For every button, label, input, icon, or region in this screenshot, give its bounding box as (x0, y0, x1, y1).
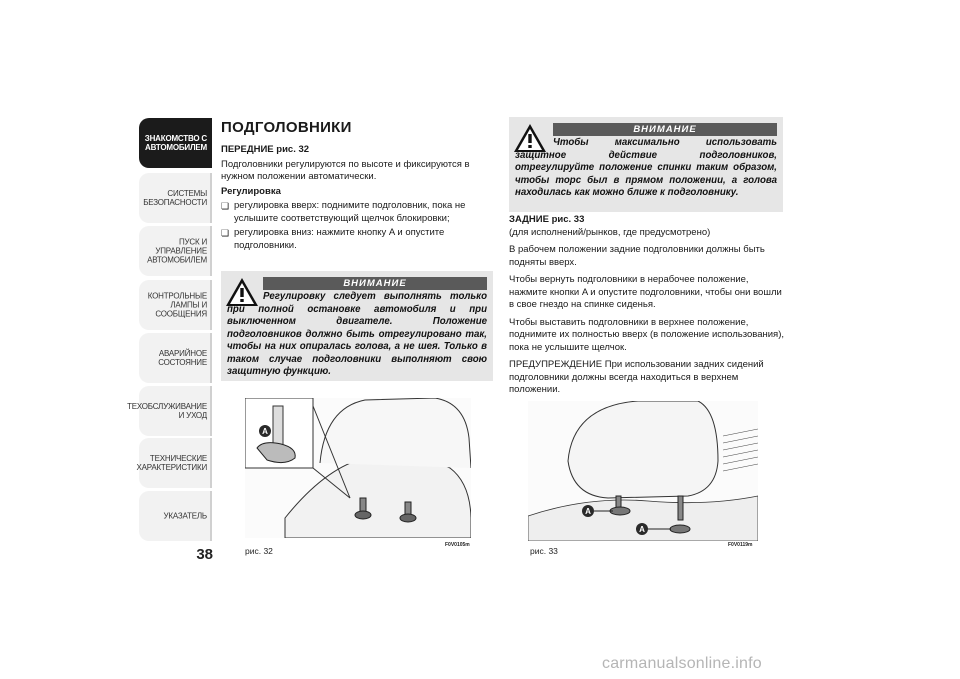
rear-heading: ЗАДНИЕ рис. 33 (509, 214, 585, 225)
warning2-title: ВНИМАНИЕ (553, 123, 777, 136)
rear-headrest-illustration (528, 401, 758, 541)
watermark: carmanualsonline.info (602, 655, 762, 672)
front-headrest-illustration (245, 398, 471, 538)
tab-warning-lights[interactable]: КОНТРОЛЬНЫЕ ЛАМПЫ И СООБЩЕНИЯ (139, 280, 212, 330)
front-heading: ПЕРЕДНИЕ рис. 32 (221, 144, 310, 155)
rear-section (509, 214, 784, 399)
figure-front-headrest (245, 398, 471, 538)
page-number: 38 (196, 546, 213, 563)
tab-emergency[interactable]: АВАРИЙНОЕ СОСТОЯНИЕ (139, 333, 212, 383)
tab-starting-driving[interactable]: ПУСК И УПРАВЛЕНИЕ АВТОМОБИЛЕМ (139, 226, 212, 276)
figure-rear-headrest (528, 401, 758, 541)
rear-subheading: (для исполнений/рынков, где предусмотрено) (509, 226, 711, 238)
tab-specifications[interactable]: ТЕХНИЧЕСКИЕ ХАРАКТЕРИСТИКИ (139, 438, 212, 488)
callout-a-label-2: A (639, 525, 645, 534)
tab-safety[interactable]: СИСТЕМЫ БЕЗОПАСНОСТИ (139, 173, 212, 223)
rear-paragraph-3: Чтобы выставить подголовники в верхнее положение, поднимите их полностью вверх (в положение использования), пока не услышите щелчок. (509, 316, 784, 353)
callout-a-label: A (262, 427, 268, 436)
warning-text: Регулировку следует выполнять только при полной остановке автомобиля и при выключенном двигателе. Положение подголовников должно быть отрегулировано так, чтобы на них опиралась голова, а не шея. Только в таком случае подголовники выполняют свою защитную функцию. (227, 291, 487, 377)
tab-maintenance[interactable]: ТЕХОБСЛУЖИВАНИЕ И УХОД (139, 386, 212, 436)
figure-33-code: F0V0119m (728, 542, 753, 548)
tab-index[interactable]: УКАЗАТЕЛЬ (139, 491, 212, 541)
adjust-heading: Регулировка (221, 185, 281, 197)
bullet-up: ❏ регулировка вверх: поднимите подголовник, пока не услышите соответствующий щелчок блокировки; (221, 200, 493, 225)
bullet-down: ❏ регулировка вниз: нажмите кнопку A и опустите подголовники. (221, 227, 493, 252)
front-section (221, 144, 493, 254)
figure-32-caption: рис. 32 (245, 546, 273, 556)
figure-32-code: F0V0105m (445, 542, 470, 548)
figure-33-caption: рис. 33 (530, 546, 558, 556)
callout-a-label-1: A (585, 507, 591, 516)
front-intro: Подголовники регулируются по высоте и фиксируются в нужном положении автоматически. (221, 158, 470, 182)
warning-title: ВНИМАНИЕ (263, 277, 487, 290)
rear-paragraph-1: В рабочем положении задние подголовники должны быть подняты вверх. (509, 244, 765, 268)
warning-box-posture (509, 117, 783, 212)
page-title: ПОДГОЛОВНИКИ (221, 119, 352, 136)
tab-vehicle-intro[interactable]: ЗНАКОМСТВО С АВТОМОБИЛЕМ (139, 118, 212, 168)
warning2-text: Чтобы максимально использовать защитное действие подголовников, отрегулируйте положение спинки таким образом, чтобы торс был в прямом положении, а голова находилась как можно ближе к подголовнику. (515, 137, 777, 198)
rear-paragraph-2: Чтобы вернуть подголовники в нерабочее положение, нажмите кнопки A и опустите подголовники, чтобы они вошли в свое гнездо на спинке сиденья. (509, 274, 782, 310)
warning-box-front (221, 271, 493, 381)
rear-paragraph-4: ПРЕДУПРЕЖДЕНИЕ При использовании задних сидений подголовники должны всегда находиться в верхнем положении. (509, 359, 764, 395)
